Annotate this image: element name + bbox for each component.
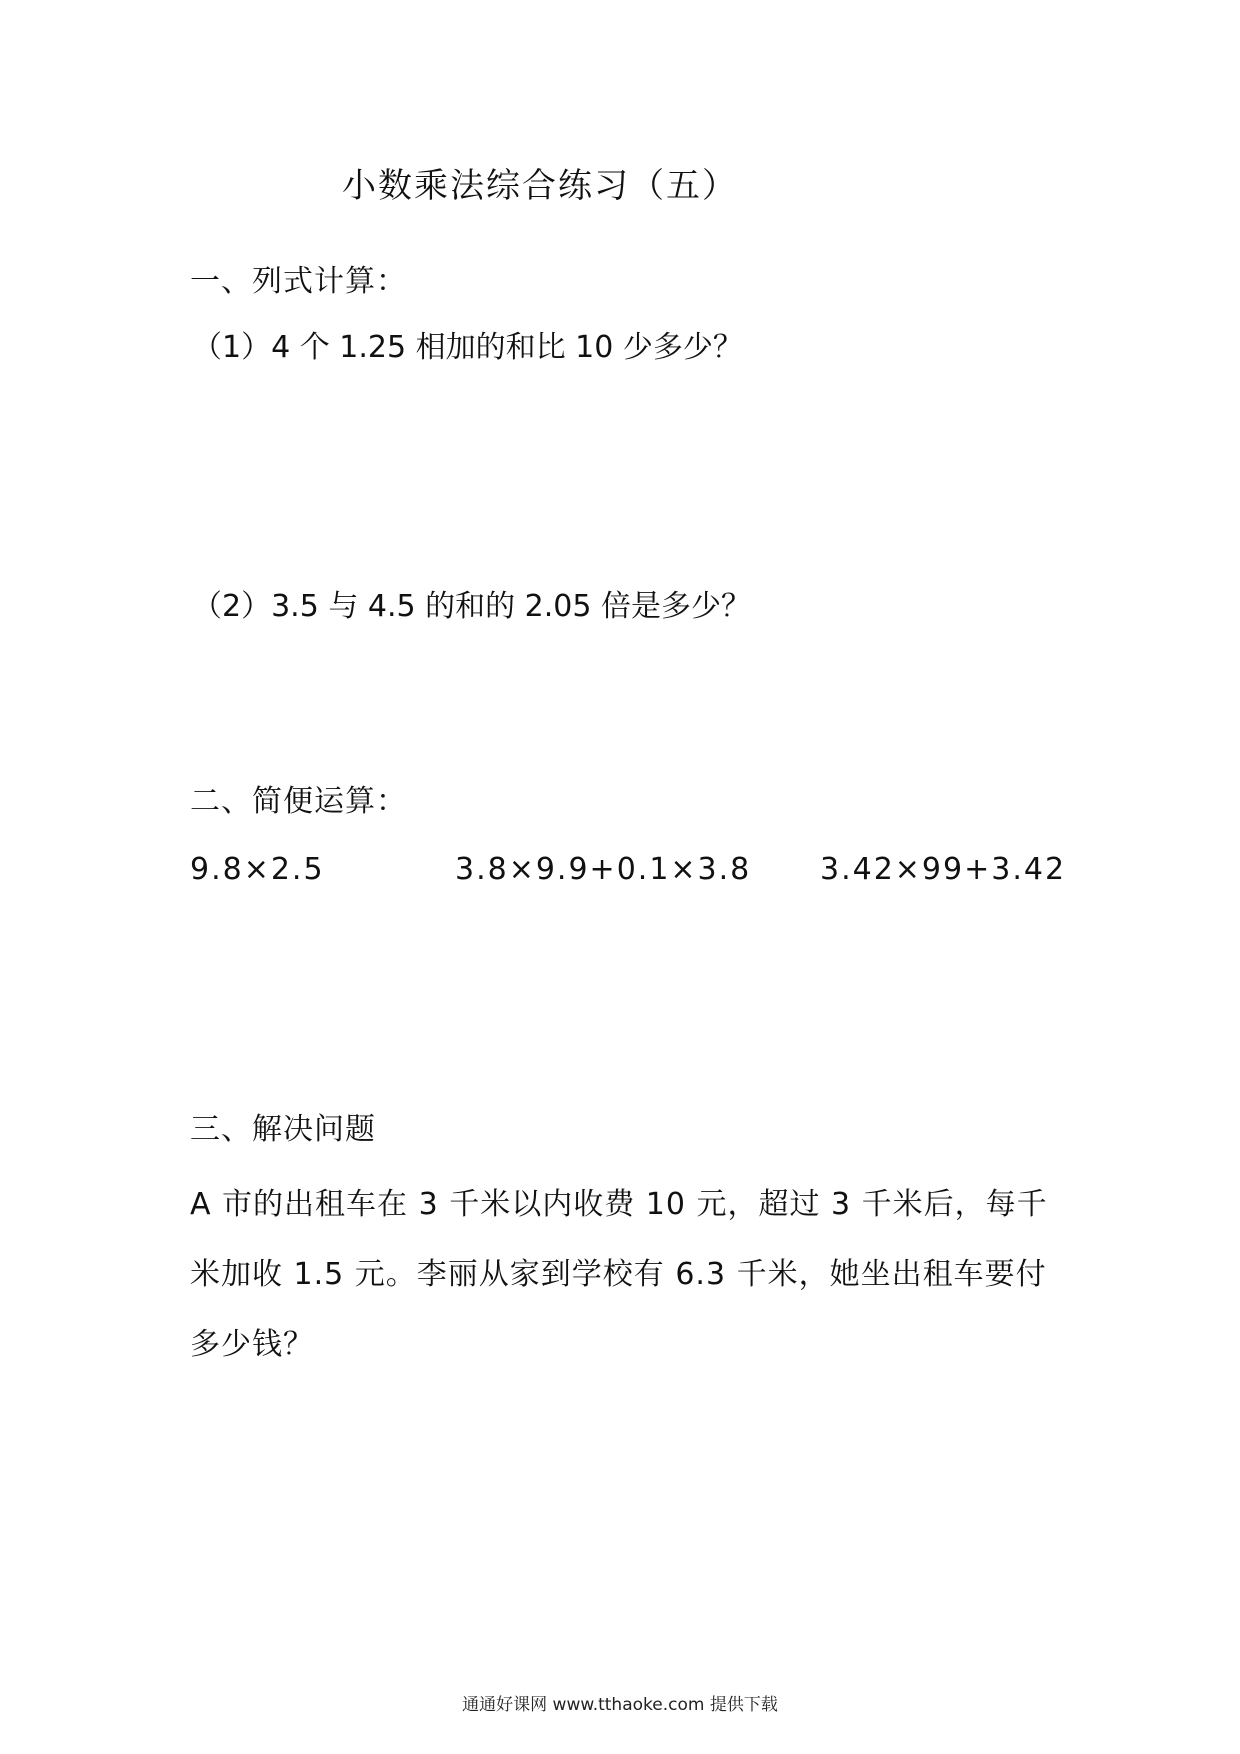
page-title: 小数乘法综合练习（五） xyxy=(342,166,738,206)
expression-2: 3.8×9.9+0.1×3.8 xyxy=(455,852,752,887)
question-2: （2）3.5 与 4.5 的和的 2.05 倍是多少？ xyxy=(192,589,751,624)
section2-heading: 二、简便运算： xyxy=(190,784,407,819)
section1-heading: 一、列式计算： xyxy=(190,264,407,299)
expression-3: 3.42×99+3.42 xyxy=(820,852,1067,887)
question-1: （1）4 个 1.25 相加的和比 10 少多少？ xyxy=(192,330,743,365)
word-problem: A 市的出租车在 3 千米以内收费 10 元，超过 3 千米后，每千米加收 1.5 元。李丽从家到学校有 6.3 千米，她坐出租车要付多少钱？ xyxy=(190,1187,1048,1362)
section3-heading: 三、解决问题 xyxy=(190,1112,376,1147)
expression-1: 9.8×2.5 xyxy=(190,852,325,887)
footer-source: 通通好课网 www.tthaoke.com 提供下载 xyxy=(462,1695,778,1715)
